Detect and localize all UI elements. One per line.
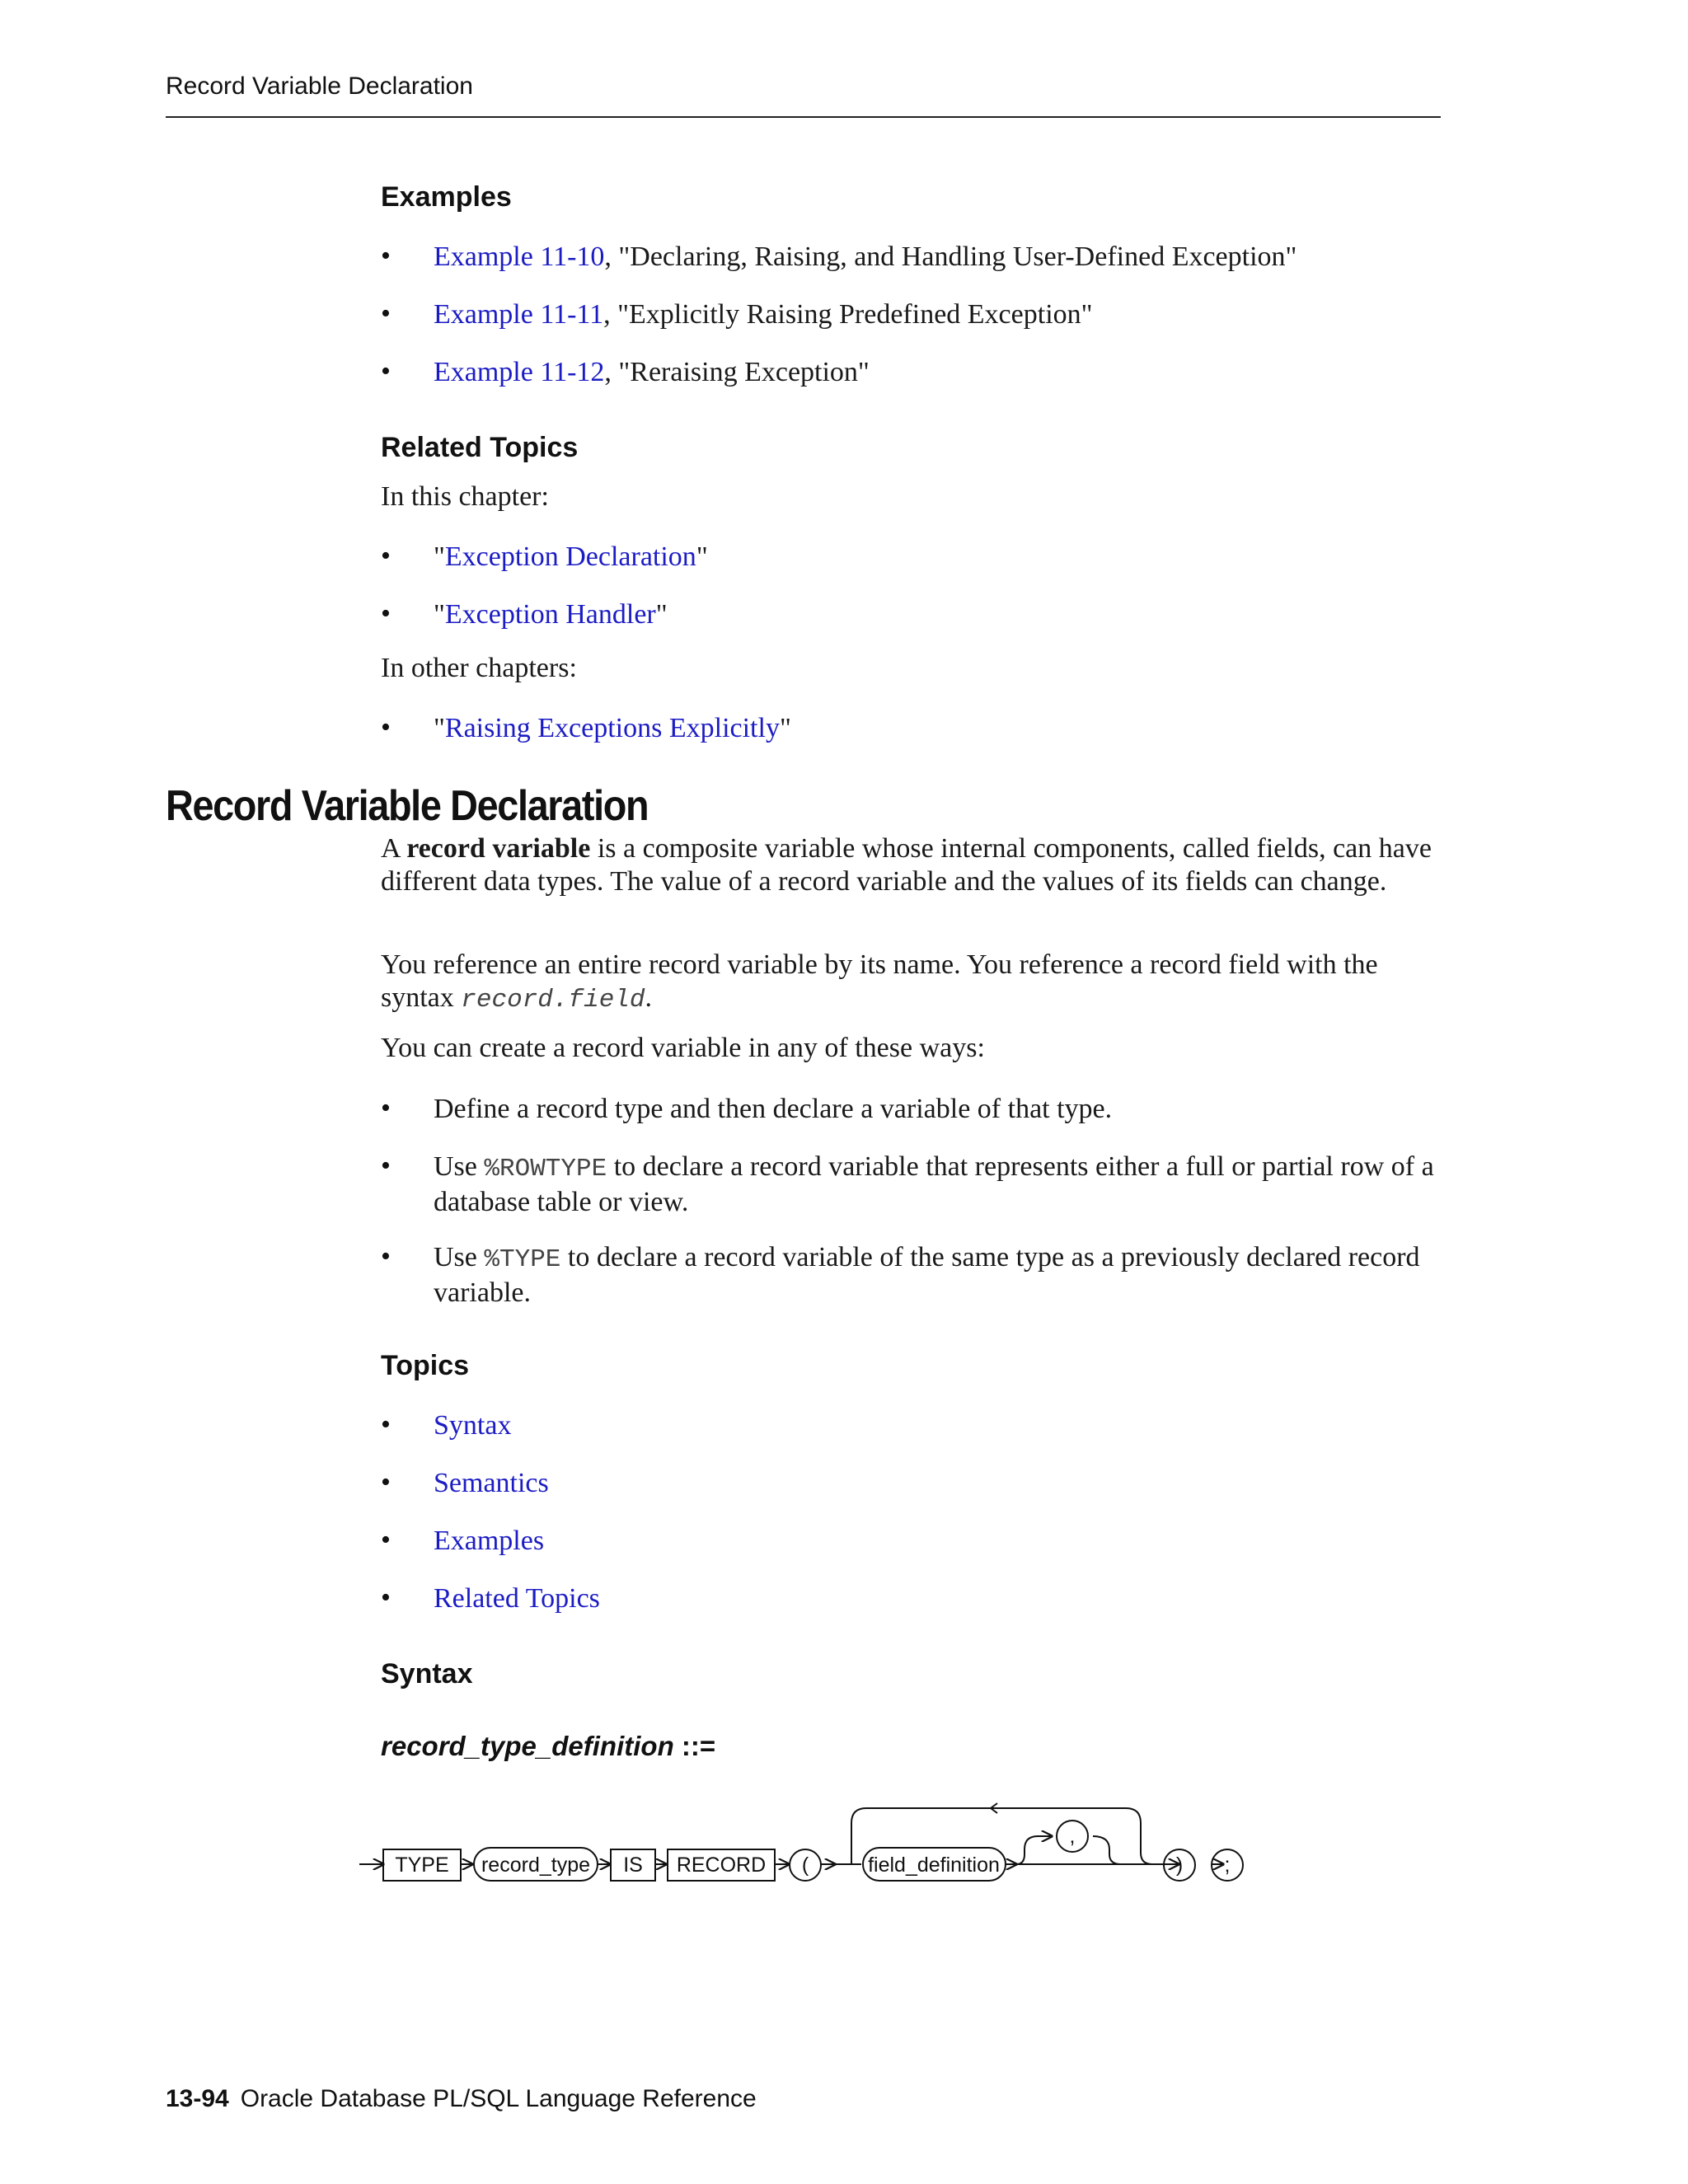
text-run: Define a record type and then declare a variable of that type. — [434, 1094, 1113, 1124]
quote-mark: " — [434, 599, 445, 630]
separator-path — [1093, 1836, 1121, 1864]
text-run: . — [645, 982, 653, 1013]
rule-name: record_type_definition — [381, 1731, 674, 1761]
syntax-railroad-diagram — [346, 1788, 1269, 1896]
inline-code: %ROWTYPE — [484, 1155, 607, 1183]
rule-operator: ::= — [673, 1731, 716, 1761]
bullet-icon: • — [381, 298, 391, 329]
quote-mark: " — [434, 713, 445, 743]
bullet-icon: • — [381, 356, 391, 387]
token-label: field_definition — [868, 1854, 1000, 1877]
list-item — [434, 541, 1447, 574]
token-label: RECORD — [676, 1854, 767, 1877]
syntax-heading: Syntax — [381, 1658, 473, 1690]
example-link[interactable]: Example 11-12 — [434, 357, 605, 387]
term-bold: record variable — [406, 833, 591, 864]
book-title: Oracle Database PL/SQL Language Reference — [240, 2085, 757, 2112]
page-number: 13-94 — [166, 2085, 229, 2112]
token-label: ( — [801, 1854, 809, 1877]
quote-mark: " — [696, 541, 708, 572]
example-title: , "Declaring, Raising, and Handling User-Defined Exception" — [604, 241, 1297, 272]
bullet-icon: • — [381, 1093, 391, 1123]
text-run: to declare a record variable of the same type as a previously declared record variable. — [434, 1242, 1420, 1308]
bullet-icon: • — [381, 541, 391, 571]
token-label: ) — [1175, 1854, 1184, 1877]
list-item — [434, 1409, 1447, 1442]
bullet-icon: • — [381, 1151, 391, 1181]
bullet-icon: • — [381, 712, 391, 743]
list-item — [434, 1241, 1447, 1310]
inline-code: %TYPE — [484, 1245, 561, 1274]
list-item — [434, 356, 1447, 389]
token-label: IS — [623, 1854, 643, 1877]
running-header: Record Variable Declaration — [166, 73, 473, 100]
inline-code: record.field — [461, 986, 645, 1015]
quote-mark: " — [655, 599, 668, 630]
text-run: to declare a record variable that represents either a full or partial row of a database table or view. — [434, 1151, 1434, 1217]
quote-mark: " — [779, 713, 791, 743]
text-run: A — [381, 833, 407, 864]
related-topic-link[interactable]: Exception Handler — [444, 599, 656, 630]
example-link[interactable]: Example 11-10 — [434, 241, 605, 272]
quote-mark: " — [434, 541, 445, 572]
text-run: is a composite variable whose internal components, called fields, can have different data types. The value of a record variable and the values of its fields can change. — [381, 833, 1432, 897]
bullet-icon: • — [381, 241, 391, 271]
token-label: , — [1069, 1825, 1076, 1848]
bullet-icon: • — [381, 1409, 391, 1440]
bullet-icon: • — [381, 1582, 391, 1613]
topics-heading: Topics — [381, 1350, 470, 1381]
bullet-icon: • — [381, 598, 391, 629]
bullet-icon: • — [381, 1525, 391, 1555]
list-item — [434, 1582, 1447, 1615]
list-item — [434, 1151, 1447, 1219]
bullet-icon: • — [381, 1241, 391, 1272]
topic-link-examples[interactable]: Examples — [434, 1526, 545, 1556]
example-title: , "Reraising Exception" — [604, 357, 870, 387]
examples-heading: Examples — [381, 181, 512, 213]
related-topics-heading: Related Topics — [381, 432, 579, 463]
example-title: , "Explicitly Raising Predefined Exception" — [603, 299, 1093, 330]
bullet-icon: • — [381, 1467, 391, 1497]
text-run: Use — [434, 1151, 485, 1182]
text-run: Use — [434, 1242, 485, 1272]
topic-link-semantics[interactable]: Semantics — [434, 1468, 549, 1498]
intro-paragraph — [381, 832, 1444, 898]
separator-path — [1016, 1836, 1052, 1864]
page-footer — [166, 2085, 757, 2113]
list-item — [434, 1525, 1447, 1558]
in-other-chapters-label: In other chapters: — [381, 653, 577, 683]
topic-link-related-topics[interactable]: Related Topics — [434, 1583, 600, 1614]
list-item — [434, 712, 1447, 745]
topic-link-syntax[interactable]: Syntax — [434, 1410, 512, 1441]
list-item — [434, 598, 1447, 631]
section-title: Record Variable Declaration — [166, 782, 649, 830]
example-link[interactable]: Example 11-11 — [434, 299, 604, 330]
list-item — [434, 1467, 1447, 1500]
related-topic-link[interactable]: Exception Declaration — [444, 541, 696, 572]
list-item — [434, 1093, 1447, 1126]
text-run: You reference an entire record variable by its name. You reference a record field with the syntax — [381, 949, 1378, 1013]
token-label: record_type — [481, 1854, 591, 1877]
related-topic-link[interactable]: Raising Exceptions Explicitly — [444, 713, 780, 743]
header-rule — [166, 116, 1441, 118]
token-label: ; — [1224, 1854, 1231, 1877]
reference-paragraph — [381, 949, 1444, 1017]
token-label: TYPE — [395, 1854, 449, 1877]
list-item — [434, 298, 1447, 331]
in-this-chapter-label: In this chapter: — [381, 481, 549, 512]
list-item — [434, 241, 1447, 274]
grammar-rule-title — [381, 1731, 715, 1762]
ways-intro-paragraph: You can create a record variable in any of these ways: — [381, 1033, 985, 1063]
